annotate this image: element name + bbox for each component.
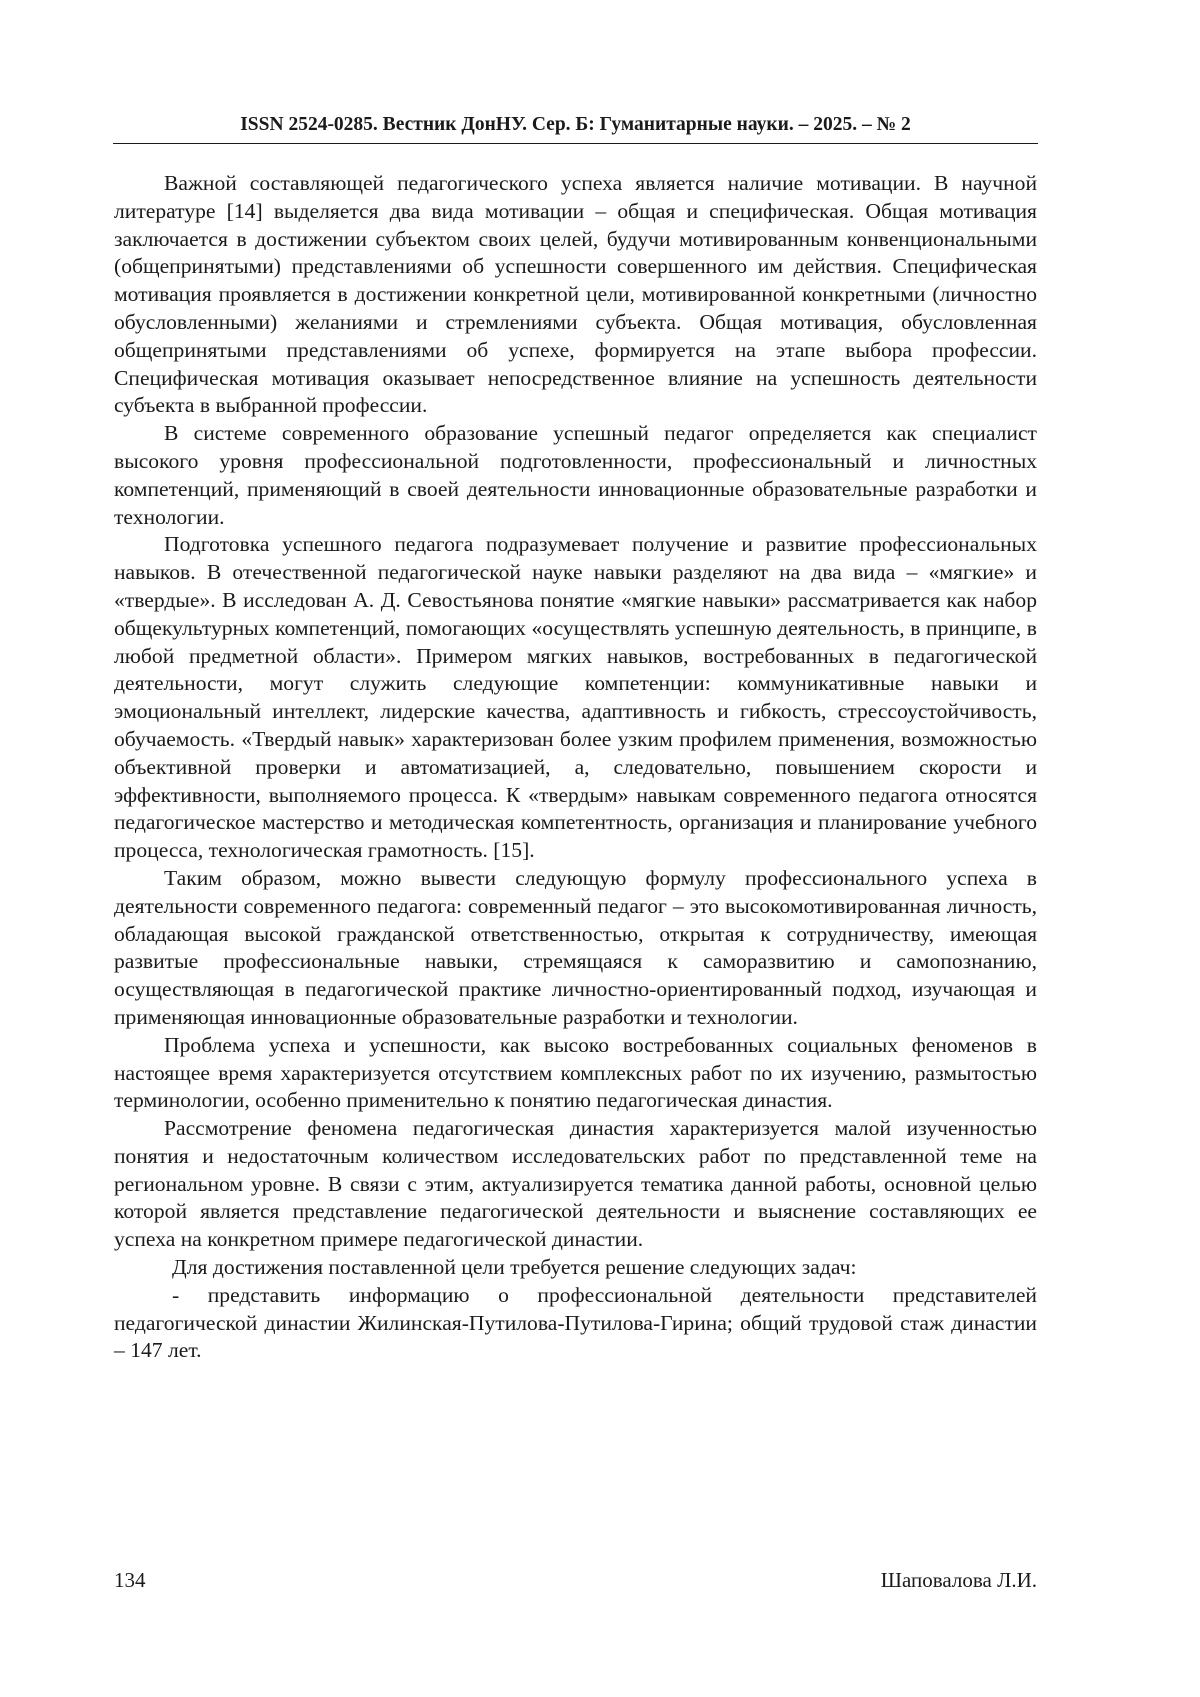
author-name: Шаповалова Л.И. (880, 1568, 1037, 1592)
paragraph-problem: Проблема успеха и успешности, как высоко востребованных социальных феноменов в настоящее время характеризуется отсутствием комплексных работ по их изучению, размытостью терминологии, особенно применительно к понятию педагогическая династия. (114, 1032, 1037, 1113)
paragraph-tasks-intro: Для достижения поставленной цели требуется решение следующих задач: (172, 1255, 857, 1280)
article-body (114, 170, 1037, 1365)
paragraph-dynasty: Рассмотрение феномена педагогическая династия характеризуется малой изученностью понятия и недостаточным количеством исследовательских работ по представленной теме на региональном уровне. В связи с этим, актуализируется тематика данной работы, основной целью которой является представление педагогической деятельности и выяснение составляющих ее успеха на конкретном примере педагогической династии. (114, 1116, 1037, 1252)
running-header: ISSN 2524-0285. Вестник ДонНУ. Сер. Б: Гуманитарные науки. – 2025. – № 2 (240, 114, 911, 135)
paragraph-successful-teacher: В системе современного образование успешный педагог определяется как специалист высокого уровня профессиональной подготовленности, профессиональный и личностных компетенций, применяющий в своей деятельности инновационные образовательные разработки и технологии. (114, 421, 1037, 529)
page-number: 134 (114, 1568, 146, 1592)
paragraph-success-formula: Таким образом, можно вывести следующую формулу профессионального успеха в деятельности современного педагога: современный педагог – это высокомотивированная личность, обладающая высокой гражданской ответственностью, открытая к сотрудничеству, имеющая развитые профессиональные навыки, стремящаяся к саморазвитию и самопознанию, осуществляющая в педагогической практике личностно-ориентированный подход, изучающая и применяющая инновационные образовательные разработки и технологии. (114, 865, 1037, 1029)
paragraph-skills: Подготовка успешного педагога подразумевает получение и развитие профессиональных навыков. В отечественной педагогической науке навыки разделяют на два вида – «мягкие» и «твердые». В исследован А. Д. Севостьянова понятие «мягкие навыки» рассматривается как набор общекультурных компетенций, помогающих «осуществлять успешную деятельность, в принципе, в любой предметной области». Примером мягких навыков, востребованных в педагогической деятельности, могут служить следующие компетенции: коммуникативные навыки и эмоциональный интеллект, лидерские качества, адаптивность и гибкость, стрессоустойчивость, обучаемость. «Твердый навык» характеризован более узким профилем применения, возможностью объективной проверки и автоматизацией, а, следовательно, повышением скорости и эффективности, выполняемого процесса. К «твердым» навыкам современного педагога относятся педагогическое мастерство и методическая компетентность, организация и планирование учебного процесса, технологическая грамотность. [15]. (114, 532, 1037, 863)
paragraph-motivation: Важной составляющей педагогического успеха является наличие мотивации. В научной литературе [14] выделяется два вида мотивации – общая и специфическая. Общая мотивация заключается в достижении субъектом своих целей, будучи мотивированным конвенциональными (общепринятыми) представлениями об успешности совершенного им действия. Специфическая мотивация проявляется в достижении конкретной цели, мотивированной конкретными (личностно обусловленными) желаниями и стремлениями субъекта. Общая мотивация, обусловленная общепринятыми представлениями об успехе, формируется на этапе выбора профессии. Специфическая мотивация оказывает непосредственное влияние на успешность деятельности субъекта в выбранной профессии. (114, 171, 1037, 418)
task-item: - представить информацию о профессиональной деятельности представителей педагогической династии Жилинская-Путилова-Путилова-Гирина; общий трудовой стаж династии – 147 лет. (114, 1282, 1037, 1363)
header-rule (113, 143, 1038, 144)
